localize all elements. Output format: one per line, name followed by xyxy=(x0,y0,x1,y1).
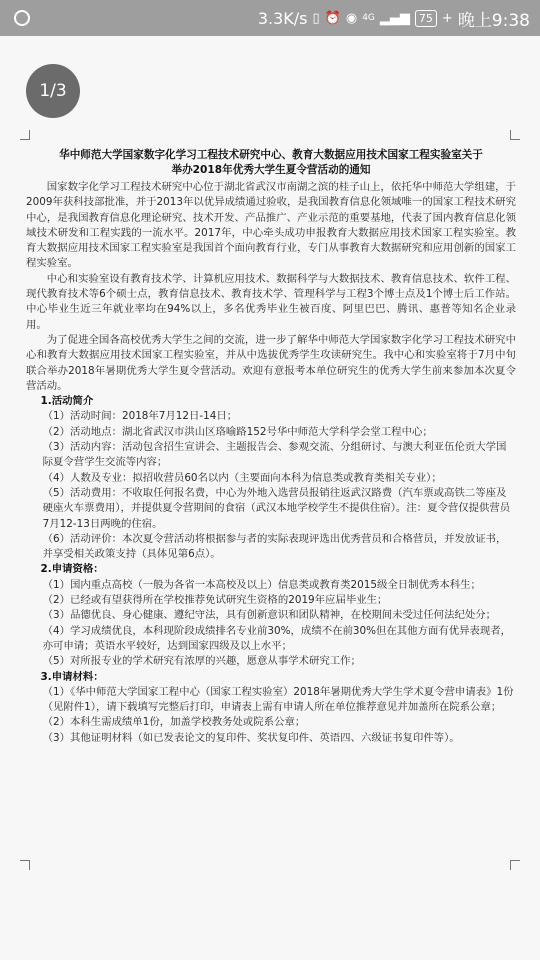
list-item: （2）活动地点：湖北省武汉市洪山区珞喻路152号华中师范大学科学会堂工程中心； xyxy=(42,425,433,438)
list-item: （1）活动时间：2018年7月12日-14日； xyxy=(42,410,238,423)
list-item: （4）人数及专业：拟招收营员60名以内（主要面向本科为信息类或教育类相关专业）； xyxy=(42,471,442,484)
intro-paragraph: 中心和实验室设有教育技术学、计算机应用技术、数据科学与大数据技术、教育信息技术、软件工程、现代教育技术等6个硕士点，教育信息技术、教育技术学、管理科学与工程3个博士点及1个博士后工作站。中心毕业生近三年就业率均在94%以上，多名优秀毕业生被百度、阿里巴巴、腾讯、惠普等知名企业录用。 xyxy=(26,272,516,331)
list-item: （2）本科生需成绩单1份，加盖学校教务处或院系公章； xyxy=(42,716,306,729)
list-item: （3）活动内容：活动包含招生宣讲会、主题报告会、参观交流、分组研讨、与澳大利亚伍伦贡大学国际夏令营学生交流等内容； xyxy=(42,441,507,469)
vibrate-icon: ▯ xyxy=(312,10,320,26)
document-title xyxy=(26,148,516,178)
crop-mark-top-left xyxy=(20,130,30,140)
crop-mark-bottom-right xyxy=(510,860,520,870)
signal-icon: ▂▄▆ xyxy=(379,10,410,26)
status-bar-right xyxy=(258,0,530,36)
clock: 晚上9:38 xyxy=(457,10,530,31)
list-item: （5）对所报专业的学术研究有浓厚的兴趣，愿意从事学术研究工作； xyxy=(42,655,361,668)
section-heading: 3.申请材料： xyxy=(40,670,104,683)
list-item: （4）学习成绩优良，本科现阶段成绩排名专业前30%，成绩不在前30%但在其他方面有优异表现者，亦可申请；英语水平较好，达到国家四级及以上水平； xyxy=(42,624,512,652)
section-heading: 2.申请资格： xyxy=(40,563,104,576)
intro-paragraph: 为了促进全国各高校优秀大学生之间的交流，进一步了解华中师范大学国家数字化学习工程技术研究中心和教育大数据应用技术国家工程实验室，并从中选拔优秀学生攻读研究生。我中心和实验室将于7月中旬联合举办2018年暑期优秀大学生夏令营活动。欢迎有意报考本单位研究生的优秀大学生前来参加本次夏令营活动。 xyxy=(26,333,516,392)
crop-mark-bottom-left xyxy=(20,860,30,870)
4g-icon: 4G xyxy=(362,12,375,23)
section-heading: 1.活动简介 xyxy=(40,395,94,408)
page-indicator: 1/3 xyxy=(26,64,80,118)
list-item: （1）国内重点高校（一般为各省一本高校及以上）信息类或教育类2015级全日制优秀本科生； xyxy=(42,578,481,591)
list-item: （5）活动费用：不收取任何报名费，中心为外地入选营员报销往返武汉路费（汽车票或高铁二等座及硬座火车票费用），并提供夏令营期间的食宿（武汉本地学校学生不提供住宿）。注：夏令营仅提供营员7月12-13日两晚的住宿。 xyxy=(42,486,511,530)
status-bar xyxy=(0,0,540,36)
list-item: （3）品德优良、身心健康、遵纪守法，具有创新意识和团队精神，在校期间未受过任何法纪处分； xyxy=(42,609,497,622)
battery-icon: 75 xyxy=(415,10,437,27)
list-item: （3）其他证明材料（如已发表论文的复印件、奖状复印件、英语四、六级证书复印件等）。 xyxy=(42,731,460,744)
title-line-1: 华中师范大学国家数字化学习工程技术研究中心、教育大数据应用技术国家工程实验室关于 xyxy=(59,149,483,161)
list-item: （1）《华中师范大学国家工程中心（国家工程实验室）2018年暑期优秀大学生学术夏令营申请表》1份（见附件1），请下载填写完整后打印，申请表上需有申请人所在单位推荐意见并加盖所在院系公章； xyxy=(42,685,514,714)
title-line-2: 举办2018年优秀大学生夏令营活动的通知 xyxy=(171,164,371,176)
notification-circle-icon xyxy=(14,10,30,26)
list-item: （6）活动评价：本次夏令营活动将根据参与者的实际表现评选出优秀营员和合格营员，并发放证书，并享受相关政策支持（具体见第6点）。 xyxy=(42,532,507,561)
alarm-icon: ⏰ xyxy=(324,10,341,26)
intro-paragraph: 国家数字化学习工程技术研究中心位于湖北省武汉市南湖之滨的桂子山上，依托华中师范大学组建，于2009年获科技部批准，并于2013年以优异成绩通过验收，是我国教育信息化领域唯一的国家工程技术研究中心，是我国教育信息化理论研究、技术开发、产品推广、产业示范的重要基地，代表了国内教育信息化领域技术研发和工程实践的一流水平。2017年，中心牵头成功申报教育大数据应用技术国家工程实验室。教育大数据应用技术国家工程实验室是我国首个面向教育行业，专门从事教育大数据研究和应用创新的国家工程实验室。 xyxy=(26,181,516,270)
crop-mark-top-right xyxy=(510,130,520,140)
document-body xyxy=(26,148,516,746)
eye-icon: ◉ xyxy=(345,10,358,26)
network-speed: 3.3K/s xyxy=(257,8,308,28)
list-item: （2）已经或有望获得所在学校推荐免试研究生资格的2019年应届毕业生； xyxy=(42,594,388,607)
plus-icon: + xyxy=(441,10,453,26)
